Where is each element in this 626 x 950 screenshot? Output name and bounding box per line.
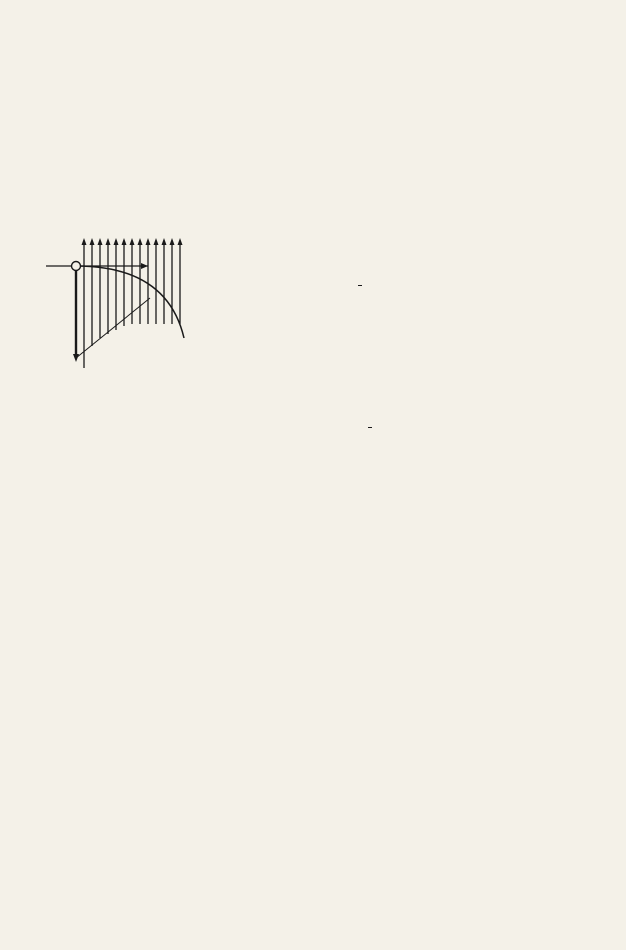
equation-eE <box>356 274 364 295</box>
equation-r <box>366 416 374 437</box>
figure-280-diagram <box>42 228 210 396</box>
text-line <box>213 408 587 430</box>
running-header <box>42 38 587 60</box>
